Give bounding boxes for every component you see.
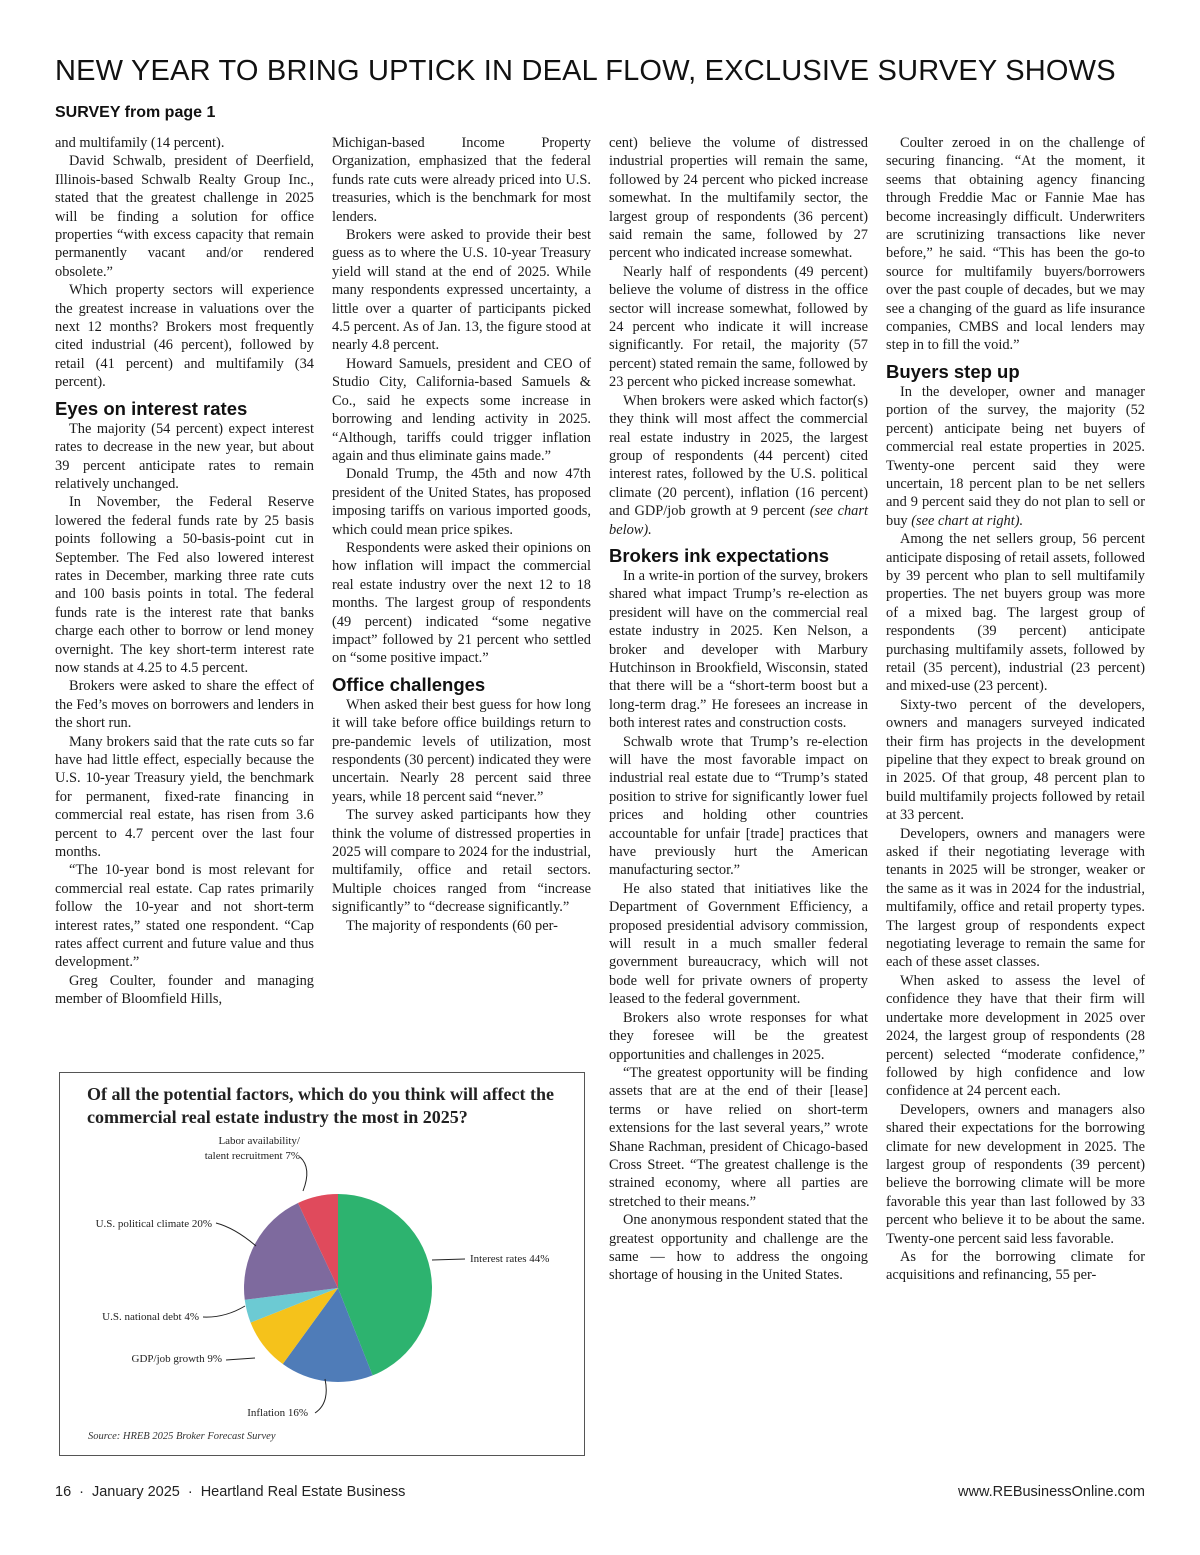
paragraph: “The 10-year bond is most relevant for commercial real estate. Cap rates primarily follow the 10-year and not short-term interest rates,” stated one respondent. “Cap rates affect current and future value and thus development.”: [55, 862, 314, 971]
paragraph: Donald Trump, the 45th and now 47th president of the United States, has proposed imposing tariffs on various imported goods, which could mean price spikes.: [332, 466, 591, 538]
paragraph: He also stated that initiatives like the Department of Government Efficiency, a proposed presidential advisory commission, will result in a much smaller federal government bureaucracy, which will not bode well for private owners of property leased to the federal government.: [609, 880, 868, 1008]
pie-label: U.S. national debt 4%: [102, 1311, 199, 1323]
headline: NEW YEAR TO BRING UPTICK IN DEAL FLOW, EXCLUSIVE SURVEY SHOWS: [55, 55, 1116, 87]
paragraph: [609, 392, 868, 539]
pie-chart-box: [59, 1072, 585, 1456]
separator: ·: [79, 1484, 84, 1500]
paragraph: David Schwalb, president of Deerfield, Illinois-based Schwalb Realty Group Inc., stated that the greatest challenge in 2025 will be finding a solution for office properties “with excess capacity that remain permanently vacant and/or rendered obsolete.”: [55, 153, 314, 280]
chart-source: Source: HREB 2025 Broker Forecast Survey: [88, 1431, 276, 1442]
subhead-brokers-ink-expectations: Brokers ink expectations: [609, 544, 830, 566]
leader-line: [315, 1379, 326, 1413]
article-column-3: [609, 134, 868, 1285]
separator: ·: [187, 1484, 193, 1500]
pie-label: GDP/job growth 9%: [131, 1353, 222, 1365]
paragraph: Respondents were asked their opinions on how inflation will impact the commercial real estate industry over the next 12 to 18 months. The largest group of respondents (49 percent) indicated “some negative impact” followed by 21 percent who settled on “some positive impact.”: [332, 539, 591, 667]
paragraph: [886, 383, 1145, 530]
publication-name: Heartland Real Estate Business: [200, 1484, 406, 1500]
paragraph: Among the net sellers group, 56 percent anticipate disposing of retail assets, followed by 39 percent who plan to sell multifamily properties. The net buyers group was more of a mixed bag. The largest group of respondents (39 percent) anticipate purchasing multifamily assets, followed by retail (35 percent), industrial (23 percent) and mixed-use (23 percent).: [886, 531, 1145, 695]
chart-reference-note: (see chart below).: [609, 503, 868, 538]
paragraph-text: When brokers were asked which factor(s) they think will most affect the commercial real estate industry in 2025, the largest group of respondents (44 percent) cited interest rates, followed by the U.S. political climate (20 percent), inflation (16 percent) and GDP/job growth at 9 percent: [609, 392, 868, 520]
pie-label: Inflation 16%: [247, 1407, 308, 1419]
jumpline: SURVEY from page 1: [55, 104, 216, 121]
paragraph: When asked to assess the level of confidence they have that their firm will undertake more development in 2025 over 2024, the largest group of respondents (28 percent) selected “moderate confidence,” followed by high confidence and low confidence at 24 percent each.: [886, 972, 1145, 1100]
chart-title: Of all the potential factors, which do you think will affect the commercial real estate industry the most in 2025?: [87, 1084, 554, 1127]
issue-date: January 2025: [91, 1484, 180, 1500]
page-number: 16: [55, 1484, 72, 1500]
paragraph: Nearly half of respondents (49 percent) believe the volume of distress in the office sector will increase somewhat, followed by 24 percent who indicate it will increase significantly. For retail, the majority (57 percent) stated remain the same, followed by 23 percent who picked increase somewhat.: [609, 263, 868, 391]
paragraph: In a write-in portion of the survey, brokers shared what impact Trump’s re-election as president will have on the commercial real estate industry in 2025. Ken Nelson, a broker and developer with Marbury Hutchinson in Brookfield, Wisconsin, stated that there will be a “short-term boost but a long-term drag.” He foresees an increase in both interest rates and construction costs.: [609, 567, 868, 732]
paragraph: Many brokers said that the rate cuts so far have had little effect, especially because the U.S. 10-year Treasury yield, the benchmark for permanent, fixed-rate financing in commercial real estate, has risen from 3.6 percent to 4.7 percent over the last four months.: [55, 733, 314, 861]
paragraph: As for the borrowing climate for acquisitions and refinancing, 55 per-: [886, 1248, 1145, 1284]
pie-label: [205, 1135, 301, 1162]
paragraph: When asked their best guess for how long it will take before office buildings return to pre-pandemic levels of utilization, most respondents (30 percent) indicated they were uncertain. Nearly 28 percent said three years, while 18 percent said “never.”: [332, 696, 591, 805]
paragraph: Schwalb wrote that Trump’s re-election will have the most favorable impact on industrial real estate due to “Trump’s stated position to strive for significantly lower fuel prices and holding other countries accountable for unfair [trade] practices that have previously hurt the American manufacturing sector.”: [609, 733, 868, 879]
paragraph: Brokers also wrote responses for what they foresee will be the greatest opportunities and challenges in 2025.: [609, 1009, 868, 1063]
paragraph: Howard Samuels, president and CEO of Studio City, California-based Samuels & Co., said he expects some increase in borrowing and lending activity in 2025. “Although, tariffs could trigger inflation again and thus eliminate gains made.”: [332, 355, 591, 464]
paragraph: Developers, owners and managers were asked if their negotiating leverage with tenants in 2025 will be stronger, weaker or the same as it was in 2024 for the industrial, multifamily, office and retail property types. The largest group of respondents expect negotiating leverage to remain the same for each of these asset classes.: [886, 825, 1145, 971]
article-column-1: [55, 134, 314, 1009]
leader-line: [300, 1157, 307, 1191]
pie-label: U.S. political climate 20%: [95, 1218, 212, 1230]
pie-label-line: talent recruitment 7%: [204, 1150, 300, 1162]
pie-chart: [60, 1073, 586, 1457]
subhead-interest-rates: Eyes on interest rates: [55, 397, 248, 419]
paragraph: The majority of respondents (60 per-: [346, 917, 558, 934]
paragraph: In November, the Federal Reserve lowered the federal funds rate by 25 basis points following a 50-basis-point cut in September. The Fed also lowered interest rates in December, marking three rate cuts and 100 basis points in total. The federal funds rate is the interest rate that banks charge each other to borrow or lend money overnight. The key short-term interest rate now stands at 4.25 to 4.5 percent.: [55, 494, 314, 676]
paragraph: The survey asked participants how they think the volume of distressed properties in 2025 will compare to 2024 for the industrial, multifamily, office and retail sectors. Multiple choices ranged from “increase significantly” to “decrease significantly.”: [332, 807, 591, 916]
article-column-4: [886, 134, 1145, 1285]
subhead-buyers-step-up: Buyers step up: [886, 360, 1020, 382]
paragraph: Greg Coulter, founder and managing member of Bloomfield Hills,: [55, 972, 314, 1008]
paragraph: The majority (54 percent) expect interest rates to decrease in the new year, but about 39 percent anticipate rates to remain relatively unchanged.: [55, 420, 314, 492]
article-column-2: [332, 134, 591, 935]
paragraph: Sixty-two percent of the developers, owners and managers surveyed indicated their firm has projects in the development pipeline that they expect to break ground on in 2025. Of that group, 48 percent plan to build multifamily projects followed by retail at 33 percent.: [886, 696, 1145, 824]
footer-folio: [55, 1484, 405, 1500]
paragraph: Coulter zeroed in on the challenge of securing financing. “At the moment, it seems that obtaining agency financing through Freddie Mac or Fannie Mae has become increasingly difficult. Underwriters are scrutinizing transactions like never before,” he said. “This has been the go-to source for multifamily buyers/borrowers over the past couple of decades, but we may see a changing of the guard as life insurance companies, CMBS and local lenders may step in to fill the void.”: [886, 135, 1145, 354]
pie-label-line: Labor availability/: [218, 1135, 300, 1147]
pie-label: Interest rates 44%: [470, 1253, 550, 1265]
leader-line: [226, 1358, 255, 1360]
paragraph: Brokers were asked to provide their best guess as to where the U.S. 10-year Treasury yield will stand at the end of 2025. While many respondents expressed uncertainty, a little over a quarter of participants picked 4.5 percent. As of Jan. 13, the figure stood at nearly 4.8 percent.: [332, 227, 591, 354]
paragraph: Which property sectors will experience the greatest increase in valuations over the next 12 months? Brokers most frequently cited industrial (46 percent), followed by retail (41 percent) and multifamily (34 percent).: [55, 282, 314, 391]
paragraph-text: In the developer, owner and manager portion of the survey, the majority (52 percent) anticipate being net buyers of commercial real estate properties in 2025. Twenty-one percent said they were uncertain, 18 percent plan to be net sellers and 9 percent said they do not plan to sell or buy: [886, 383, 1145, 529]
paragraph: Michigan-based Income Property Organization, emphasized that the federal funds rate cuts were already priced into U.S. treasuries, which is the benchmark for most lenders.: [332, 135, 591, 225]
footer-url: www.REBusinessOnline.com: [958, 1484, 1145, 1500]
leader-line: [203, 1306, 245, 1317]
paragraph: Brokers were asked to share the effect of the Fed’s moves on borrowers and lenders in the short run.: [55, 678, 314, 732]
paragraph: “The greatest opportunity will be finding assets that are at the end of their [lease] terms or have relied on short-term extensions for the last several years,” wrote Shane Rachman, president of Chicago-based Cross Street. “The greatest challenge is the strained economy, where all parties are stretched to their means.”: [609, 1064, 868, 1210]
pie-slices: [244, 1194, 432, 1382]
leader-line: [216, 1223, 256, 1246]
chart-reference-note: (see chart at right).: [911, 512, 1024, 529]
paragraph: and multifamily (14 percent).: [55, 135, 225, 151]
paragraph: cent) believe the volume of distressed industrial properties will remain the same, followed by 24 percent who picked increase somewhat. In the multifamily sector, the largest group of respondents (36 percent) said remain the same, followed by 27 percent who indicated increase somewhat.: [609, 135, 868, 262]
paragraph: Developers, owners and managers also shared their expectations for the borrowing climate for new development in 2025. The largest group of respondents (39 percent) believe the borrowing climate will be more favorable this year than last followed by 33 percent who believe it to be about the same. Twenty-one percent said less favorable.: [886, 1101, 1145, 1247]
leader-line: [432, 1259, 465, 1260]
subhead-office-challenges: Office challenges: [332, 673, 486, 695]
paragraph: One anonymous respondent stated that the greatest opportunity and challenge are the same — how to address the ongoing shortage of housing in the United States.: [609, 1212, 868, 1284]
